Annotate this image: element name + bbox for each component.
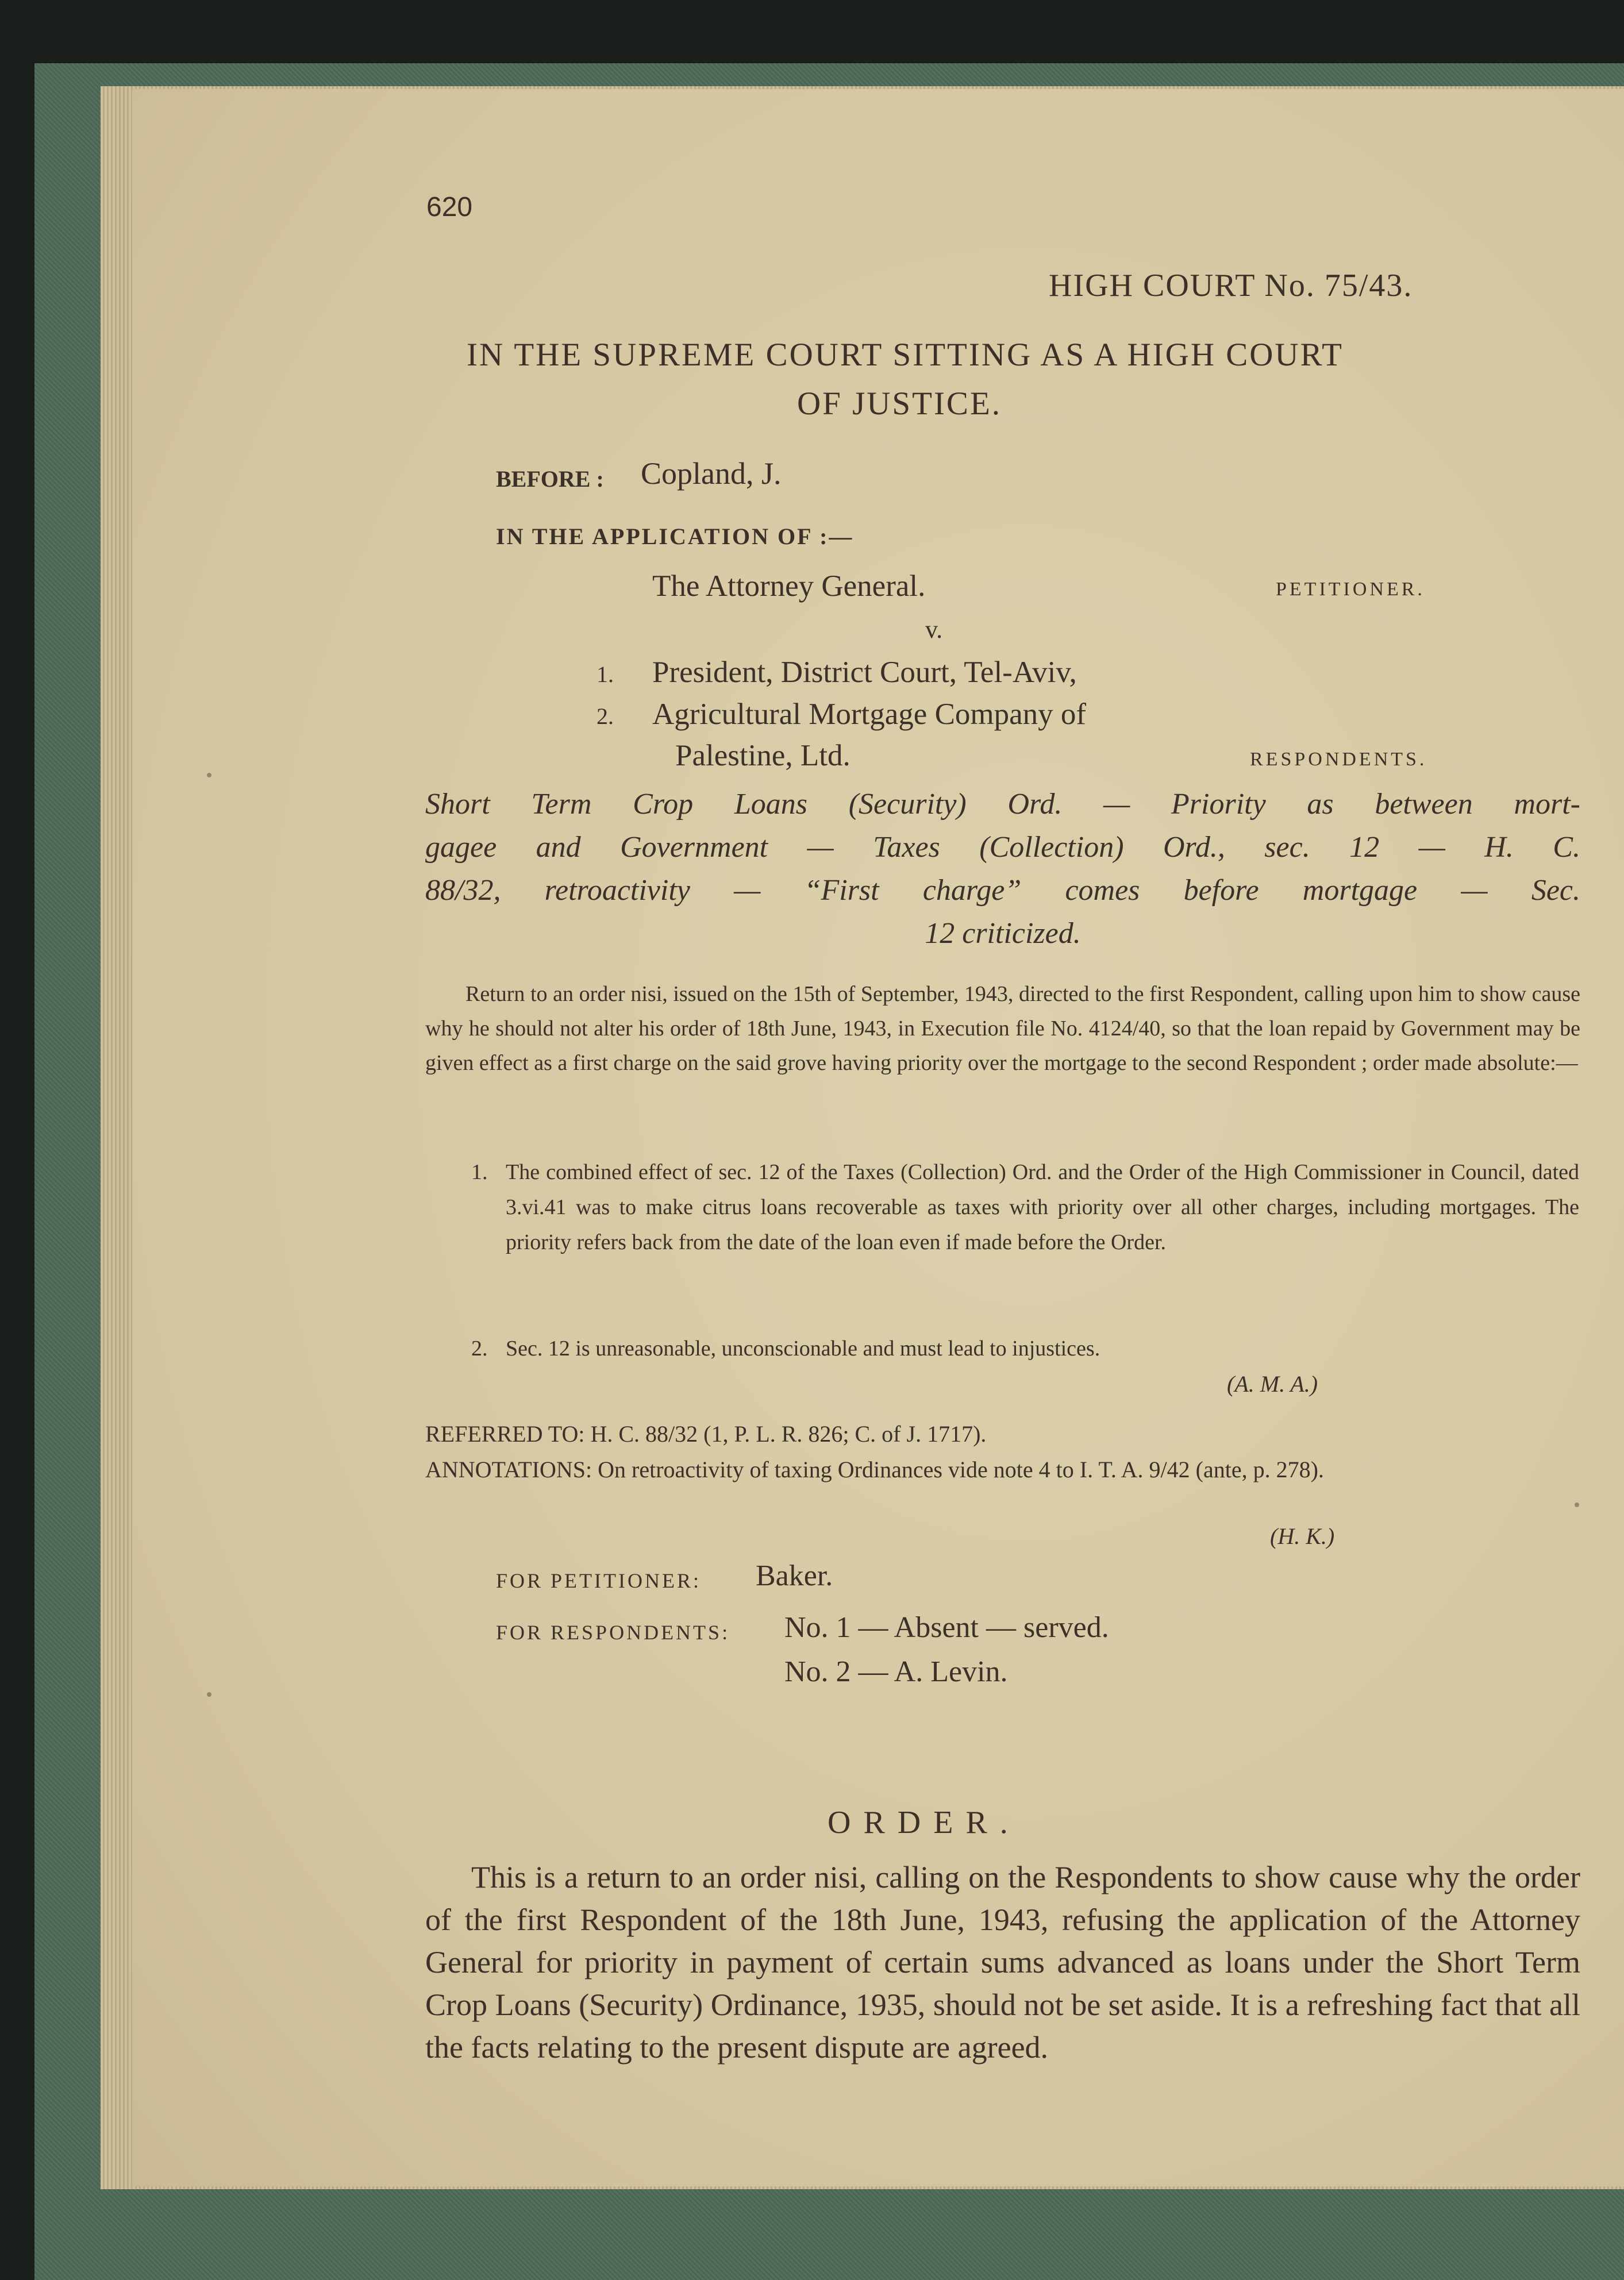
- page-speck: [207, 1692, 211, 1697]
- headnote-summary: [425, 977, 1580, 1080]
- respondent-1-number: 1.: [597, 661, 614, 687]
- summary-text: Return to an order nisi, issued on the 15th of September, 1943, directed to the first Respondent, calling upon him to show cause why he should not alter his order of 18th June, 1943, in Execution file No. 4124/40, so that the loan repaid by Government may be given effect as a first charge on the said grove having priority over the mortgage to the second Respondent ; order made absolute:—: [425, 982, 1580, 1075]
- page-speck: [1575, 1503, 1579, 1507]
- court-title-line-1: IN THE SUPREME COURT SITTING AS A HIGH COURT: [467, 337, 1344, 373]
- respondent-1-counsel: No. 1 — Absent — served.: [784, 1611, 1109, 1644]
- order-heading: ORDER.: [828, 1805, 1021, 1840]
- respondent-2-name: Agricultural Mortgage Company of: [652, 698, 1087, 731]
- holding-1-text: The combined effect of sec. 12 of the Taxes (Collection) Ord. and the Order of the High Commissioner in Council, dated 3.vi.41 was to make citrus loans recoverable as taxes with priority over all other charges, including mortgages. The priority refers back from the date of the loan even if made before the Order.: [506, 1160, 1579, 1254]
- keywords-line-1: Short Term Crop Loans (Security) Ord. — Priority as between mort-: [425, 788, 1580, 821]
- petitioner-name: The Attorney General.: [652, 569, 926, 603]
- before-label: BEFORE :: [496, 466, 604, 492]
- order-body: [425, 1856, 1580, 2069]
- holding-2-number: 2.: [471, 1337, 488, 1361]
- annotations: ANNOTATIONS: On retroactivity of taxing Ordinances vide note 4 to I. T. A. 9/42 (ante, p. 278).: [425, 1457, 1324, 1482]
- respondents-role: RESPONDENTS.: [1250, 749, 1427, 770]
- holding-2: [471, 1331, 1579, 1366]
- application-label: IN THE APPLICATION OF :—: [496, 523, 854, 549]
- order-text: This is a return to an order nisi, calling on the Respondents to show cause why the order of the first Respondent of the 18th June, 1943, refusing the application of the Attorney General for priority in payment of certain sums advanced as loans under the Short Term Crop Loans (Security) Ordinance, 1935, should not be set aside. It is a refreshing fact that all the facts relating to the present dispute are agreed.: [425, 1860, 1580, 2065]
- petitioner-role: PETITIONER.: [1276, 579, 1425, 600]
- page-speck: [207, 773, 211, 777]
- holding-1-number: 1.: [471, 1160, 488, 1184]
- keywords-line-3: 88/32, retroactivity — “First charge” comes before mortgage — Sec.: [425, 874, 1580, 907]
- versus: v.: [925, 615, 943, 644]
- judge-name: Copland, J.: [641, 456, 782, 491]
- book-page: [132, 89, 1624, 2186]
- respondents-counsel-label: FOR RESPONDENTS:: [496, 1621, 730, 1644]
- respondent-1-name: President, District Court, Tel-Aviv,: [652, 656, 1077, 689]
- case-reference: HIGH COURT No. 75/43.: [1049, 268, 1413, 303]
- keywords-line-4: 12 criticized.: [925, 917, 1081, 950]
- respondent-2-counsel: No. 2 — A. Levin.: [784, 1655, 1008, 1688]
- petitioner-counsel-label: FOR PETITIONER:: [496, 1569, 701, 1592]
- holdings-citation: (A. M. A.): [1227, 1371, 1318, 1397]
- petitioner-counsel-name: Baker.: [756, 1559, 833, 1592]
- holding-1: [471, 1155, 1579, 1260]
- page-number: 620: [426, 192, 473, 222]
- annotations-citation: (H. K.): [1270, 1523, 1335, 1549]
- court-title-line-2: OF JUSTICE.: [796, 386, 1002, 422]
- respondent-2-number: 2.: [597, 703, 614, 729]
- keywords-line-2: gagee and Government — Taxes (Collection) Ord., sec. 12 — H. C.: [425, 831, 1580, 864]
- referred-to: REFERRED TO: H. C. 88/32 (1, P. L. R. 826; C. of J. 1717).: [425, 1421, 987, 1447]
- holding-2-text: Sec. 12 is unreasonable, unconscionable and must lead to injustices.: [506, 1337, 1100, 1361]
- respondent-2-name-continued: Palestine, Ltd.: [675, 739, 851, 772]
